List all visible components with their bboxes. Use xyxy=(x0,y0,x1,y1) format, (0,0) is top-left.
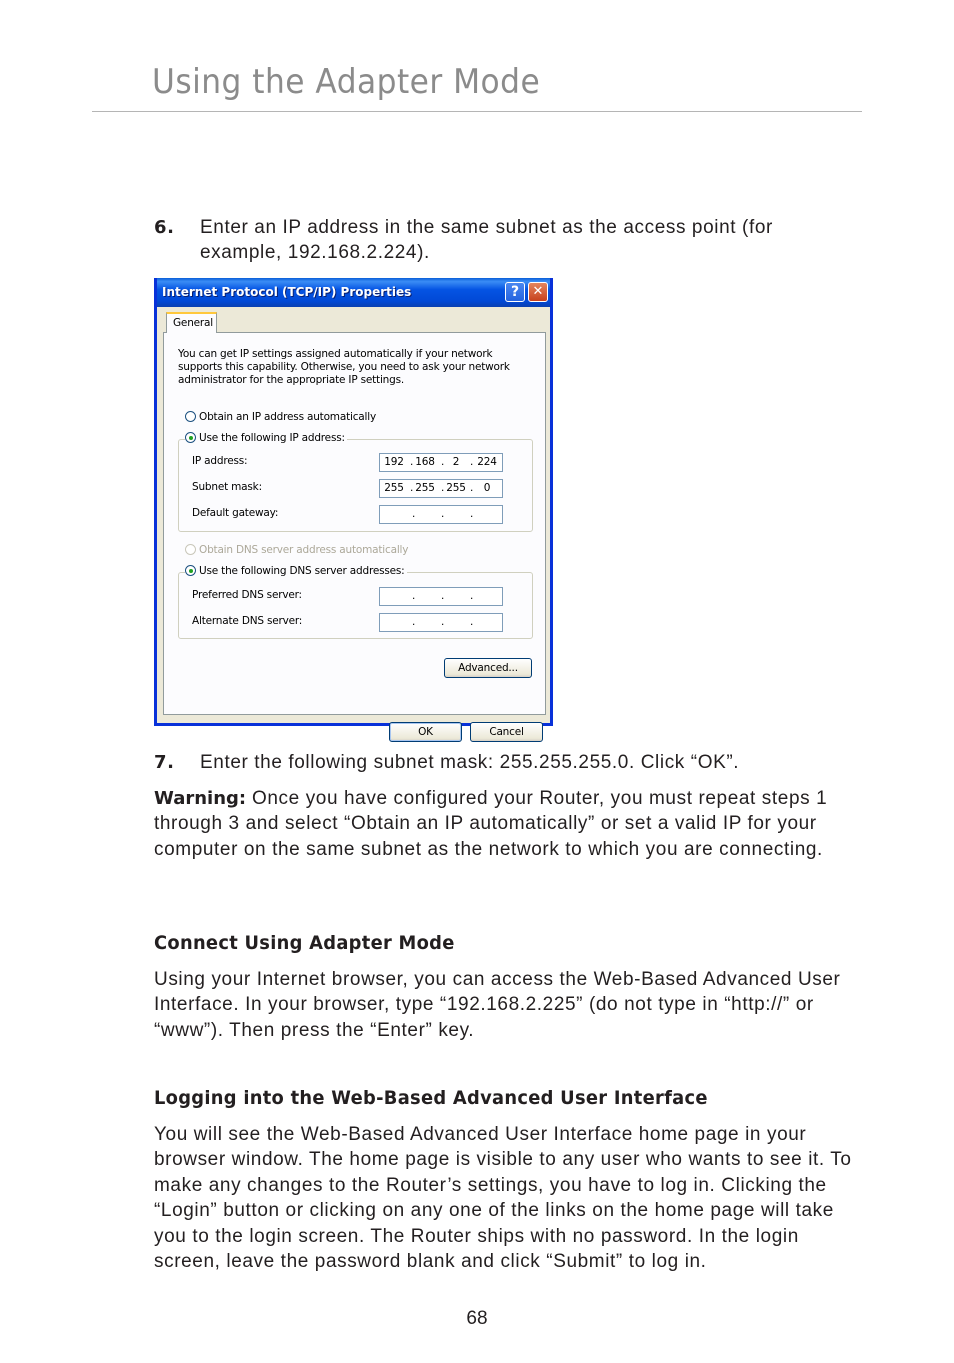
ip-dot: . xyxy=(412,590,416,602)
dns-settings-group xyxy=(178,572,533,639)
subnet-octet-2: 255 xyxy=(415,482,435,494)
subnet-mask-label: Subnet mask: xyxy=(192,481,262,493)
ip-dot: . xyxy=(410,456,414,468)
ip-dot: . xyxy=(412,616,416,628)
radio-obtain-dns-label: Obtain DNS server address automatically xyxy=(199,544,409,556)
ip-dot: . xyxy=(410,482,414,494)
preferred-dns-field[interactable] xyxy=(379,587,503,606)
default-gateway-field[interactable] xyxy=(379,505,503,524)
advanced-button[interactable]: Advanced... xyxy=(444,658,532,678)
radio-use-dns[interactable] xyxy=(185,565,407,577)
radio-selected-icon xyxy=(185,432,196,443)
ip-address-field[interactable] xyxy=(379,453,503,472)
warning-text: Once you have configured your Router, you must repeat steps 1 through 3 and select “Obtain an IP automatically” or set a valid IP for your computer on the same subnet as the network to which you are connecting. xyxy=(154,788,828,860)
ip-octet-4: 224 xyxy=(477,456,497,468)
cancel-button[interactable]: Cancel xyxy=(470,722,543,742)
step-text: Enter the following subnet mask: 255.255.255.0. Click “OK”. xyxy=(200,752,740,773)
close-button[interactable] xyxy=(528,282,548,302)
radio-selected-icon xyxy=(185,565,196,576)
ip-dot: . xyxy=(470,482,474,494)
help-button[interactable] xyxy=(505,282,525,302)
preferred-dns-label: Preferred DNS server: xyxy=(192,589,302,601)
ip-dot: . xyxy=(412,508,416,520)
page-number: 68 xyxy=(466,1308,488,1329)
warning-paragraph xyxy=(154,786,866,862)
ok-button[interactable]: OK xyxy=(389,722,462,742)
ip-octet-3: 2 xyxy=(452,456,460,468)
alternate-dns-label: Alternate DNS server: xyxy=(192,615,303,627)
dialog-intro-text: You can get IP settings assigned automatically if your network supports this capability. Otherwise, you need to ask your network administrator for the appropriate IP settings. xyxy=(178,348,510,386)
subnet-octet-3: 255 xyxy=(446,482,466,494)
alternate-dns-field[interactable] xyxy=(379,613,503,632)
radio-use-ip[interactable] xyxy=(185,432,347,444)
ip-octet-2: 168 xyxy=(415,456,435,468)
section-heading-connect: Connect Using Adapter Mode xyxy=(154,932,455,954)
ip-octet-1: 192 xyxy=(384,456,404,468)
ip-dot: . xyxy=(441,590,445,602)
radio-use-ip-label: Use the following IP address: xyxy=(199,432,345,444)
ip-dot: . xyxy=(441,456,445,468)
ip-dot: . xyxy=(470,590,474,602)
radio-obtain-dns[interactable] xyxy=(185,544,408,556)
ip-dot: . xyxy=(470,456,474,468)
ip-dot: . xyxy=(470,508,474,520)
ip-dot: . xyxy=(470,616,474,628)
step-number: 7. xyxy=(154,752,175,773)
step-number: 6. xyxy=(154,217,175,238)
subnet-octet-4: 0 xyxy=(483,482,491,494)
radio-use-dns-label: Use the following DNS server addresses: xyxy=(199,565,405,577)
section-heading-logging: Logging into the Web-Based Advanced User Interface xyxy=(154,1087,708,1109)
section-body-logging: You will see the Web-Based Advanced User Interface home page in your browser window. The home page is visible to any user who wants to see it. To make any changes to the Router’s settings, you have to log in. Clicking the “Login” button or clicking on any one of the links on the home page will take you to the login screen. The Router ships with no password. In the login screen, leave the password blank and click “Submit” to log in. xyxy=(154,1124,852,1273)
radio-obtain-ip-label: Obtain an IP address automatically xyxy=(199,411,376,423)
title-divider xyxy=(92,111,862,112)
ip-dot: . xyxy=(441,616,445,628)
ip-dot: . xyxy=(441,508,445,520)
close-icon: ✕ xyxy=(532,284,544,299)
tcpip-properties-dialog xyxy=(154,278,553,738)
dialog-title: Internet Protocol (TCP/IP) Properties xyxy=(162,285,412,299)
subnet-mask-field[interactable] xyxy=(379,479,503,498)
dialog-client xyxy=(157,307,550,738)
radio-obtain-ip[interactable] xyxy=(185,411,376,423)
default-gateway-label: Default gateway: xyxy=(192,507,279,519)
ip-settings-group xyxy=(178,439,533,532)
ip-address-label: IP address: xyxy=(192,455,248,467)
ip-dot: . xyxy=(441,482,445,494)
radio-disabled-icon xyxy=(185,544,196,555)
subnet-octet-1: 255 xyxy=(384,482,404,494)
radio-unselected-icon xyxy=(185,411,196,422)
tab-general[interactable]: General xyxy=(166,312,217,333)
help-icon: ? xyxy=(510,284,520,300)
warning-label: Warning: xyxy=(154,788,247,809)
step-text: Enter an IP address in the same subnet as the access point (for example, 192.168.2.224). xyxy=(200,217,773,264)
dialog-titlebar xyxy=(157,278,550,307)
general-tab-panel xyxy=(163,332,546,715)
page-title: Using the Adapter Mode xyxy=(152,62,541,102)
section-body-connect: Using your Internet browser, you can access the Web-Based Advanced User Interface. In your browser, type “192.168.2.225” (do not type in “http://” or “www”). Then press the “Enter” key. xyxy=(154,969,841,1041)
